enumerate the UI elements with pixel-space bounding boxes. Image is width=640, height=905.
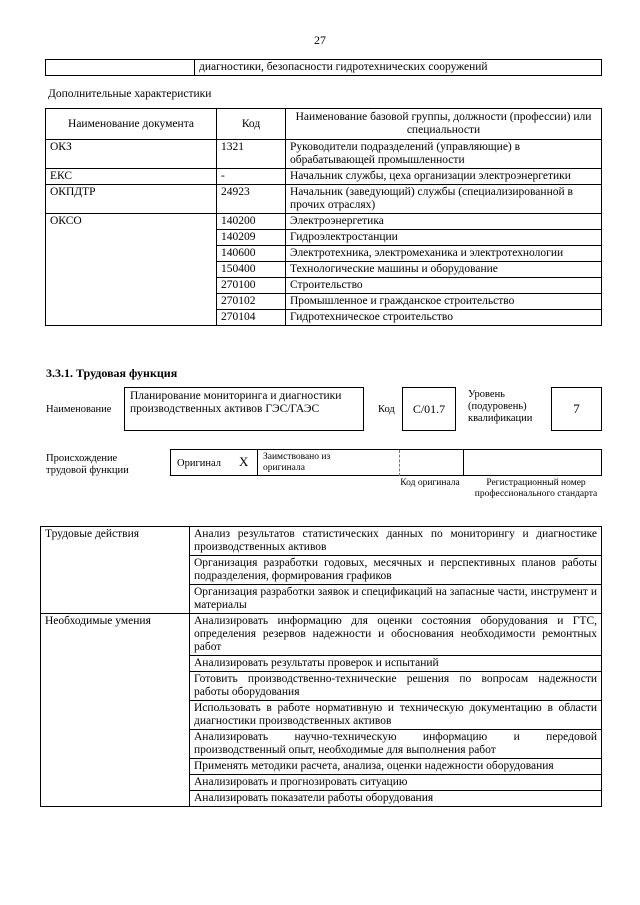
required-skills-label: Необходимые умения xyxy=(41,614,190,807)
function-code-box: C/01.7 xyxy=(402,387,456,431)
original-mark: X xyxy=(239,454,249,469)
origin-box xyxy=(170,449,602,476)
document-name-cell: ОКПДТР xyxy=(46,185,217,214)
required-skill-cell: Анализировать результаты проверок и испытаний xyxy=(190,656,602,672)
occupation-name-cell: Гидротехническое строительство xyxy=(286,310,602,326)
labor-row xyxy=(41,527,602,556)
occupation-name-cell: Начальник (заведующий) службы (специализированной в прочих отраслях) xyxy=(286,185,602,214)
required-skill-cell: Применять методики расчета, анализа, оценки надежности оборудования xyxy=(190,759,602,775)
document-name-cell: ОКЗ xyxy=(46,140,217,169)
labor-action-cell: Организация разработки годовых, месячных и перспективных планов работы подразделения, формирования графиков xyxy=(190,556,602,585)
required-skill-cell: Анализировать информацию для оценки состояния оборудования и ГТС, определения резервов надежности и обоснования необходимости ремонтных работ xyxy=(190,614,602,656)
required-skill-cell: Анализировать показатели работы оборудования xyxy=(190,791,602,807)
occupation-name-cell: Руководители подразделений (управляющие) в обрабатывающей промышленности xyxy=(286,140,602,169)
labor-row xyxy=(41,614,602,656)
origin-divider xyxy=(257,450,258,476)
continuation-text: диагностики, безопасности гидротехнических сооружений xyxy=(195,60,602,76)
origin-label: Происхождение трудовой функции xyxy=(46,453,129,476)
borrowed-label: Заимствовано из оригинала xyxy=(263,452,331,473)
continuation-row xyxy=(45,59,602,76)
continuation-empty-cell xyxy=(46,60,195,76)
code-cell: 270100 xyxy=(217,278,286,294)
header-code: Код xyxy=(217,109,286,140)
registration-number-caption: Регистрационный номер профессионального стандарта xyxy=(474,478,598,499)
additional-characteristics-label: Дополнительные характеристики xyxy=(48,88,212,100)
code-cell: 140209 xyxy=(217,230,286,246)
occupation-name-cell: Электроэнергетика xyxy=(286,214,602,230)
characteristics-table xyxy=(45,108,602,326)
occupation-name-cell: Промышленное и гражданское строительство xyxy=(286,294,602,310)
qualification-level-box: 7 xyxy=(551,387,602,431)
header-name: Наименование базовой группы, должности (профессии) или специальности xyxy=(286,109,602,140)
code-cell: 270102 xyxy=(217,294,286,310)
characteristics-row xyxy=(46,185,602,214)
code-cell: 150400 xyxy=(217,262,286,278)
labor-table xyxy=(40,526,602,807)
occupation-name-cell: Строительство xyxy=(286,278,602,294)
original-label: Оригинал xyxy=(177,458,221,469)
code-cell: 140200 xyxy=(217,214,286,230)
required-skill-cell: Анализировать и прогнозировать ситуацию xyxy=(190,775,602,791)
characteristics-header-row xyxy=(46,109,602,140)
characteristics-row xyxy=(46,214,602,230)
origin-divider-right xyxy=(463,450,464,476)
required-skill-cell: Использовать в работе нормативную и техническую документацию в области диагностики производственных активов xyxy=(190,701,602,730)
page-number: 27 xyxy=(314,33,326,47)
required-skill-cell: Готовить производственно-технические решения по вопросам надежности работы оборудования xyxy=(190,672,602,701)
document-name-cell: ОКСО xyxy=(46,214,217,326)
required-skill-cell: Анализировать научно-техническую информацию и передовой производственный опыт, необходимые для выполнения работ xyxy=(190,730,602,759)
qualification-level-label: Уровень (подуровень) квалификации xyxy=(468,389,533,424)
origin-code-caption: Код оригинала xyxy=(400,478,460,488)
occupation-name-cell: Технологические машины и оборудование xyxy=(286,262,602,278)
header-document: Наименование документа xyxy=(46,109,217,140)
labor-action-cell: Анализ результатов статистических данных по мониторингу и диагностике производственных активов xyxy=(190,527,602,556)
document-name-cell: ЕКС xyxy=(46,169,217,185)
labor-actions-label: Трудовые действия xyxy=(41,527,190,614)
origin-divider-dashed xyxy=(399,450,400,476)
code-cell: 140600 xyxy=(217,246,286,262)
function-section-title: 3.3.1. Трудовая функция xyxy=(46,366,178,380)
function-code-label: Код xyxy=(378,404,395,415)
code-cell: - xyxy=(217,169,286,185)
code-cell: 1321 xyxy=(217,140,286,169)
labor-action-cell: Организация разработки заявок и спецификаций на запасные части, инструмент и материалы xyxy=(190,585,602,614)
code-cell: 270104 xyxy=(217,310,286,326)
occupation-name-cell: Гидроэлектростанции xyxy=(286,230,602,246)
code-cell: 24923 xyxy=(217,185,286,214)
characteristics-row xyxy=(46,140,602,169)
characteristics-row xyxy=(46,169,602,185)
occupation-name-cell: Электротехника, электромеханика и электротехнологии xyxy=(286,246,602,262)
occupation-name-cell: Начальник службы, цеха организации электроэнергетики xyxy=(286,169,602,185)
function-name-box: Планирование мониторинга и диагностики производственных активов ГЭС/ГАЭС xyxy=(124,387,364,431)
function-name-label: Наименование xyxy=(46,404,112,415)
